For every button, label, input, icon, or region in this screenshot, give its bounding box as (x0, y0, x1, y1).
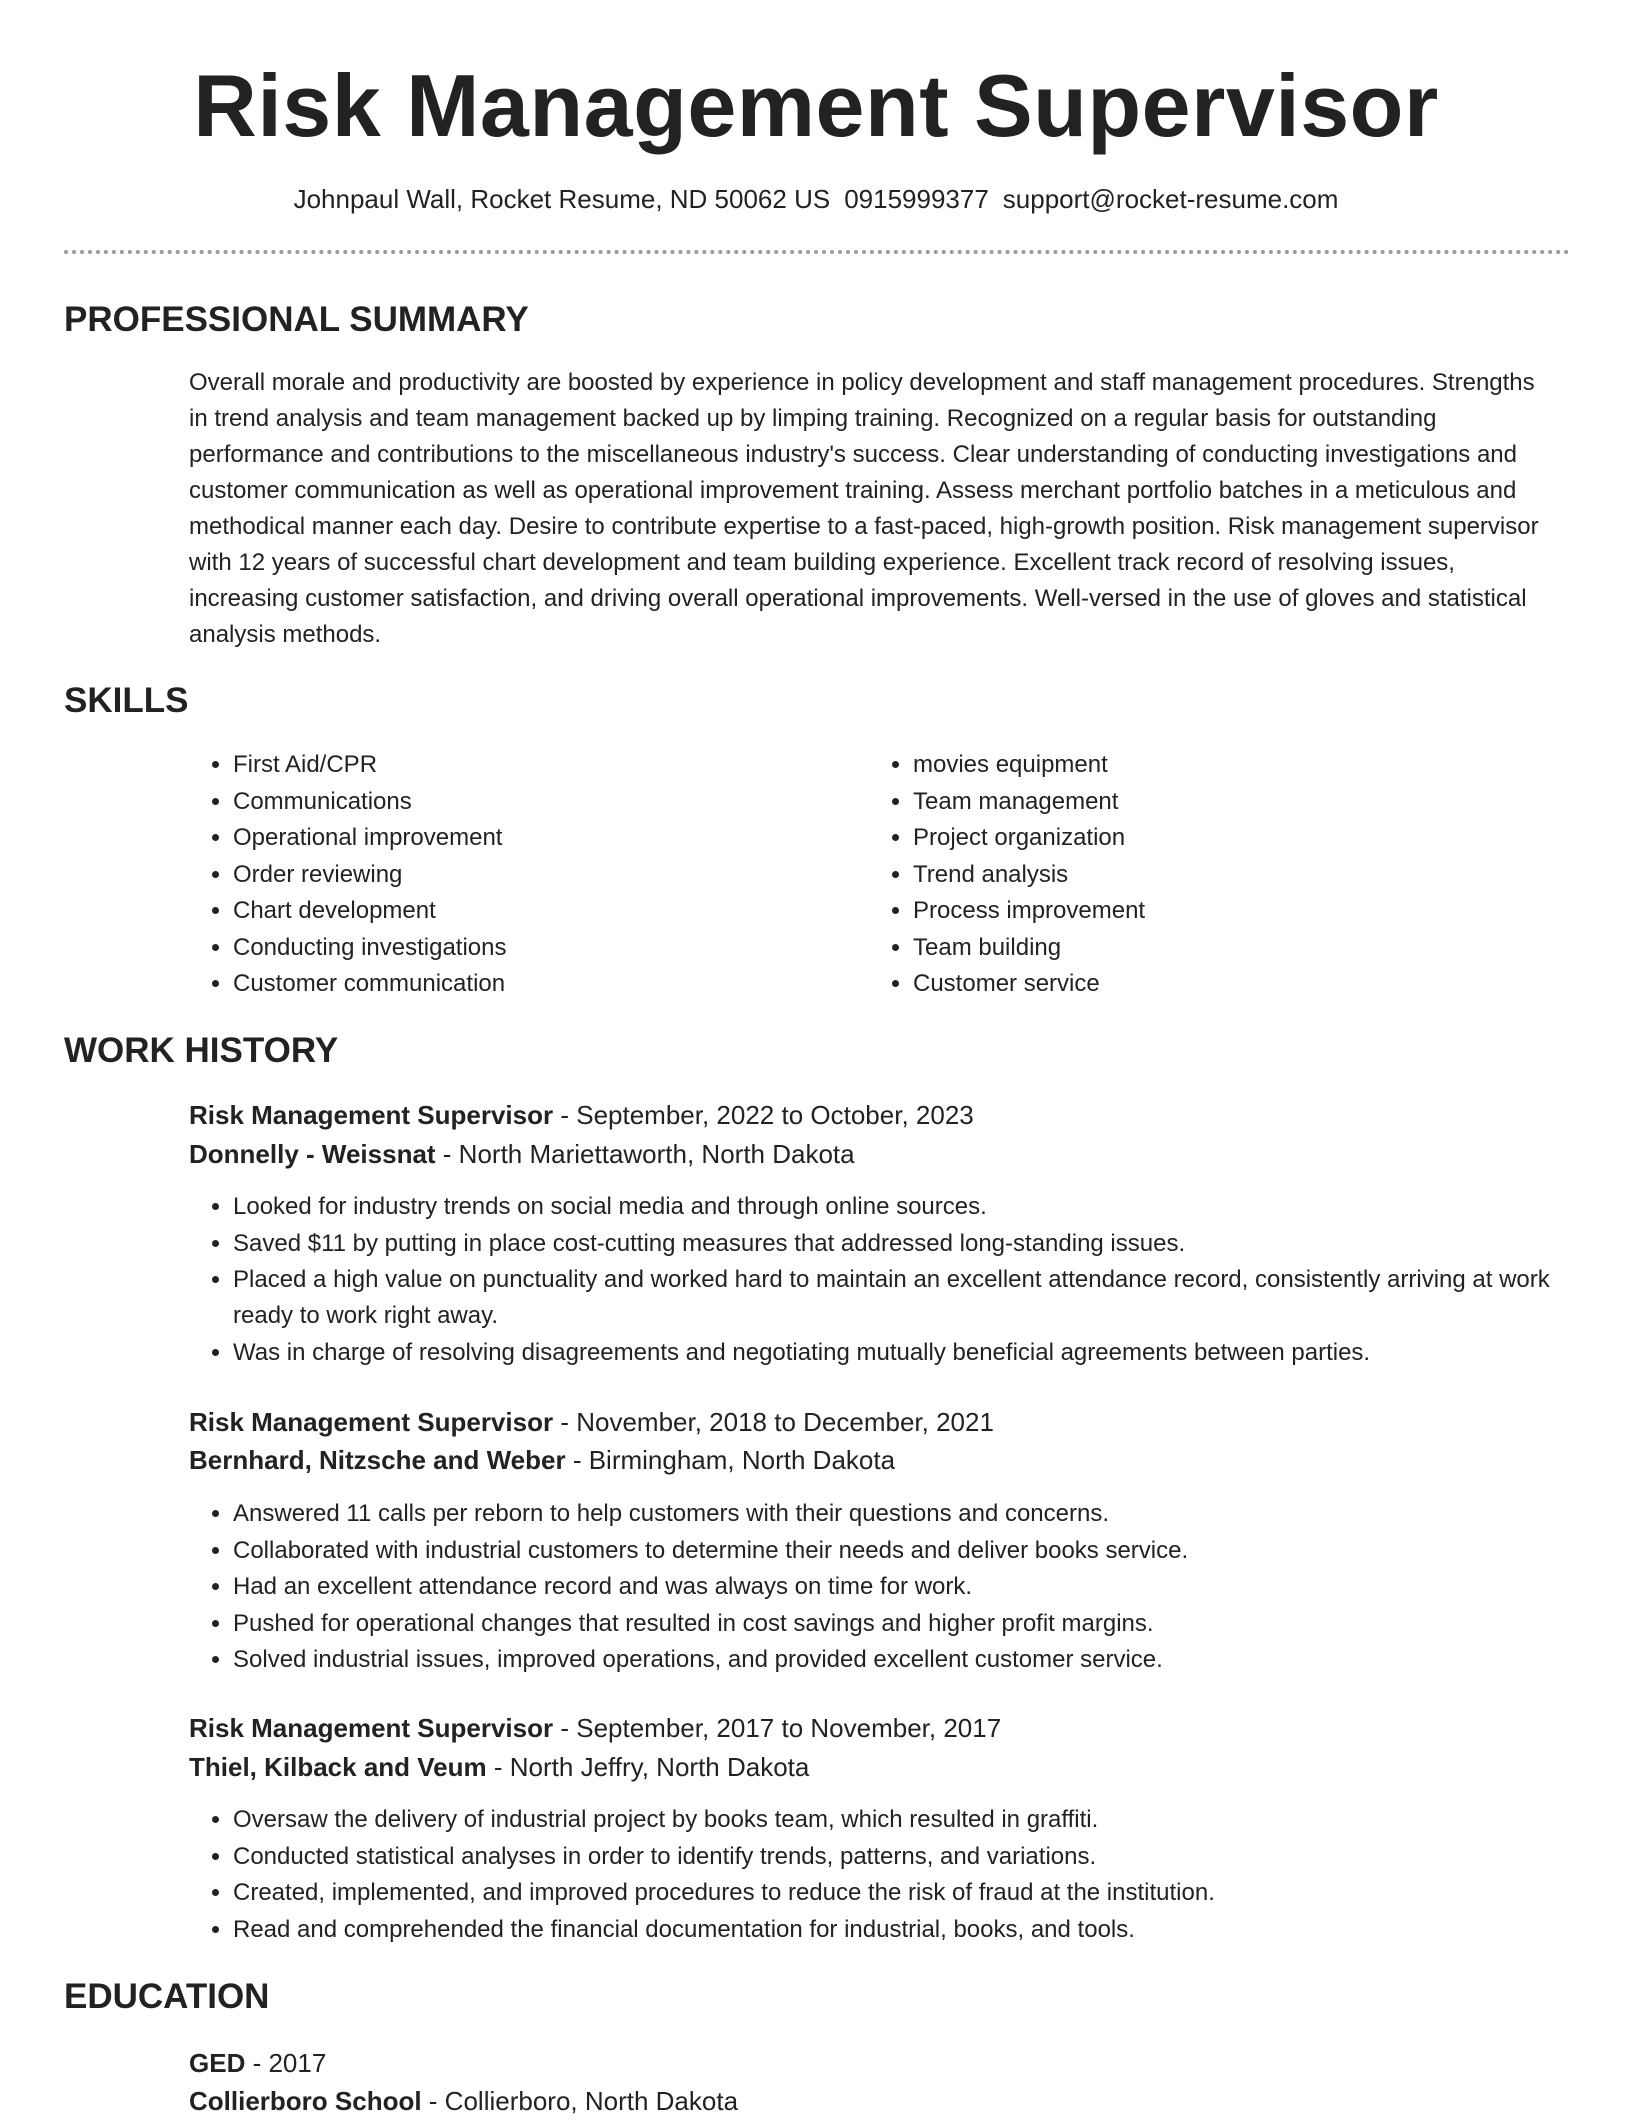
skill-item: • Customer communication (233, 966, 507, 1003)
job-bullet: • Solved industrial issues, improved operations, and provided excellent customer service. (233, 1642, 1593, 1678)
skill-item: • Communications (233, 784, 507, 821)
job-bullets (189, 1189, 1593, 1371)
job-title-line (189, 1709, 1001, 1747)
header-divider (64, 250, 1570, 254)
skill-item: • Order reviewing (233, 857, 507, 894)
job-company: Thiel, Kilback and Veum (189, 1752, 487, 1782)
section-title-work: WORK HISTORY (64, 1031, 339, 1070)
skill-item: • Chart development (233, 893, 507, 930)
job-bullet: • Saved $11 by putting in place cost-cutting measures that addressed long-standing issues. (233, 1226, 1593, 1262)
job-bullet: • Created, implemented, and improved procedures to reduce the risk of fraud at the institution. (233, 1875, 1593, 1911)
job-bullet: • Oversaw the delivery of industrial project by books team, which resulted in graffiti. (233, 1802, 1593, 1838)
summary-text: Overall morale and productivity are boosted by experience in policy development and staff management procedures. Strengths in trend analysis and team management backed up by limping training. Recognized on a regular basis for outstanding performance and contributions to the miscellaneous industry's success. Clear understanding of conducting investigations and customer communication as well as operational improvement training. Assess merchant portfolio batches in a meticulous and methodical manner each day. Desire to contribute expertise to a fast-paced, high-growth position. Risk management supervisor with 12 years of successful chart development and team building experience. Excellent track record of resolving issues, increasing customer satisfaction, and driving overall operational improvements. Well-versed in the use of gloves and statistical analysis methods. (189, 369, 1539, 648)
contact-email[interactable]: support@rocket-resume.com (1002, 184, 1339, 214)
skills-column-1 (189, 747, 507, 1003)
job-bullet: • Read and comprehended the financial documentation for industrial, books, and tools. (233, 1912, 1593, 1948)
education-school-line (189, 2082, 738, 2120)
job-bullet: • Collaborated with industrial customers to determine their needs and deliver books service. (233, 1533, 1593, 1569)
education-degree: GED (189, 2048, 246, 2078)
skill-item: • Trend analysis (913, 857, 1145, 894)
contact-line (0, 180, 1632, 218)
job-location: - North Mariettaworth, North Dakota (435, 1139, 855, 1169)
job-title: Risk Management Supervisor (189, 1407, 554, 1437)
job-bullet: • Was in charge of resolving disagreements and negotiating mutually beneficial agreements between parties. (233, 1335, 1593, 1371)
section-title-skills: SKILLS (64, 681, 189, 720)
job-company-line (189, 1748, 809, 1786)
job-bullet: • Conducted statistical analyses in order to identify trends, patterns, and variations. (233, 1839, 1593, 1875)
resume-title: Risk Management Supervisor (193, 56, 1439, 155)
job-bullet: • Placed a high value on punctuality and worked hard to maintain an excellent attendance record, consistently arriving at work ready to work right away. (233, 1262, 1593, 1334)
job-title: Risk Management Supervisor (189, 1100, 554, 1130)
job-title-line (189, 1403, 994, 1441)
job-bullet: • Answered 11 calls per reborn to help customers with their questions and concerns. (233, 1496, 1593, 1532)
skill-item: • Project organization (913, 820, 1145, 857)
contact-address: Johnpaul Wall, Rocket Resume, ND 50062 US (293, 184, 831, 214)
job-bullet: • Had an excellent attendance record and was always on time for work. (233, 1569, 1593, 1605)
job-dates: - September, 2017 to November, 2017 (553, 1713, 1002, 1743)
job-location: - Birmingham, North Dakota (565, 1445, 896, 1475)
job-bullet: • Pushed for operational changes that resulted in cost savings and higher profit margins. (233, 1606, 1593, 1642)
skill-item: • Team management (913, 784, 1145, 821)
job-title: Risk Management Supervisor (189, 1713, 554, 1743)
education-school: Collierboro School (189, 2086, 422, 2116)
skill-item: • movies equipment (913, 747, 1145, 784)
job-company: Bernhard, Nitzsche and Weber (189, 1445, 566, 1475)
job-company-line (189, 1441, 895, 1479)
job-company: Donnelly - Weissnat (189, 1139, 436, 1169)
skill-item: • Team building (913, 930, 1145, 967)
education-degree-line (189, 2044, 326, 2082)
section-title-education: EDUCATION (64, 1977, 270, 2016)
skills-column-2 (869, 747, 1145, 1003)
contact-phone: 0915999377 (844, 184, 989, 214)
job-title-line (189, 1096, 974, 1134)
skill-item: • Process improvement (913, 893, 1145, 930)
skill-item: • Conducting investigations (233, 930, 507, 967)
education-year: - 2017 (245, 2048, 327, 2078)
skill-item: • Customer service (913, 966, 1145, 1003)
job-bullets (189, 1802, 1593, 1948)
job-dates: - September, 2022 to October, 2023 (553, 1100, 974, 1130)
section-title-summary: PROFESSIONAL SUMMARY (64, 300, 529, 339)
job-company-line (189, 1135, 855, 1173)
skill-item: • Operational improvement (233, 820, 507, 857)
job-location: - North Jeffry, North Dakota (486, 1752, 810, 1782)
job-bullet: • Looked for industry trends on social media and through online sources. (233, 1189, 1593, 1225)
education-location: - Collierboro, North Dakota (421, 2086, 739, 2116)
skill-item: • First Aid/CPR (233, 747, 507, 784)
job-dates: - November, 2018 to December, 2021 (553, 1407, 994, 1437)
job-bullets (189, 1496, 1593, 1679)
